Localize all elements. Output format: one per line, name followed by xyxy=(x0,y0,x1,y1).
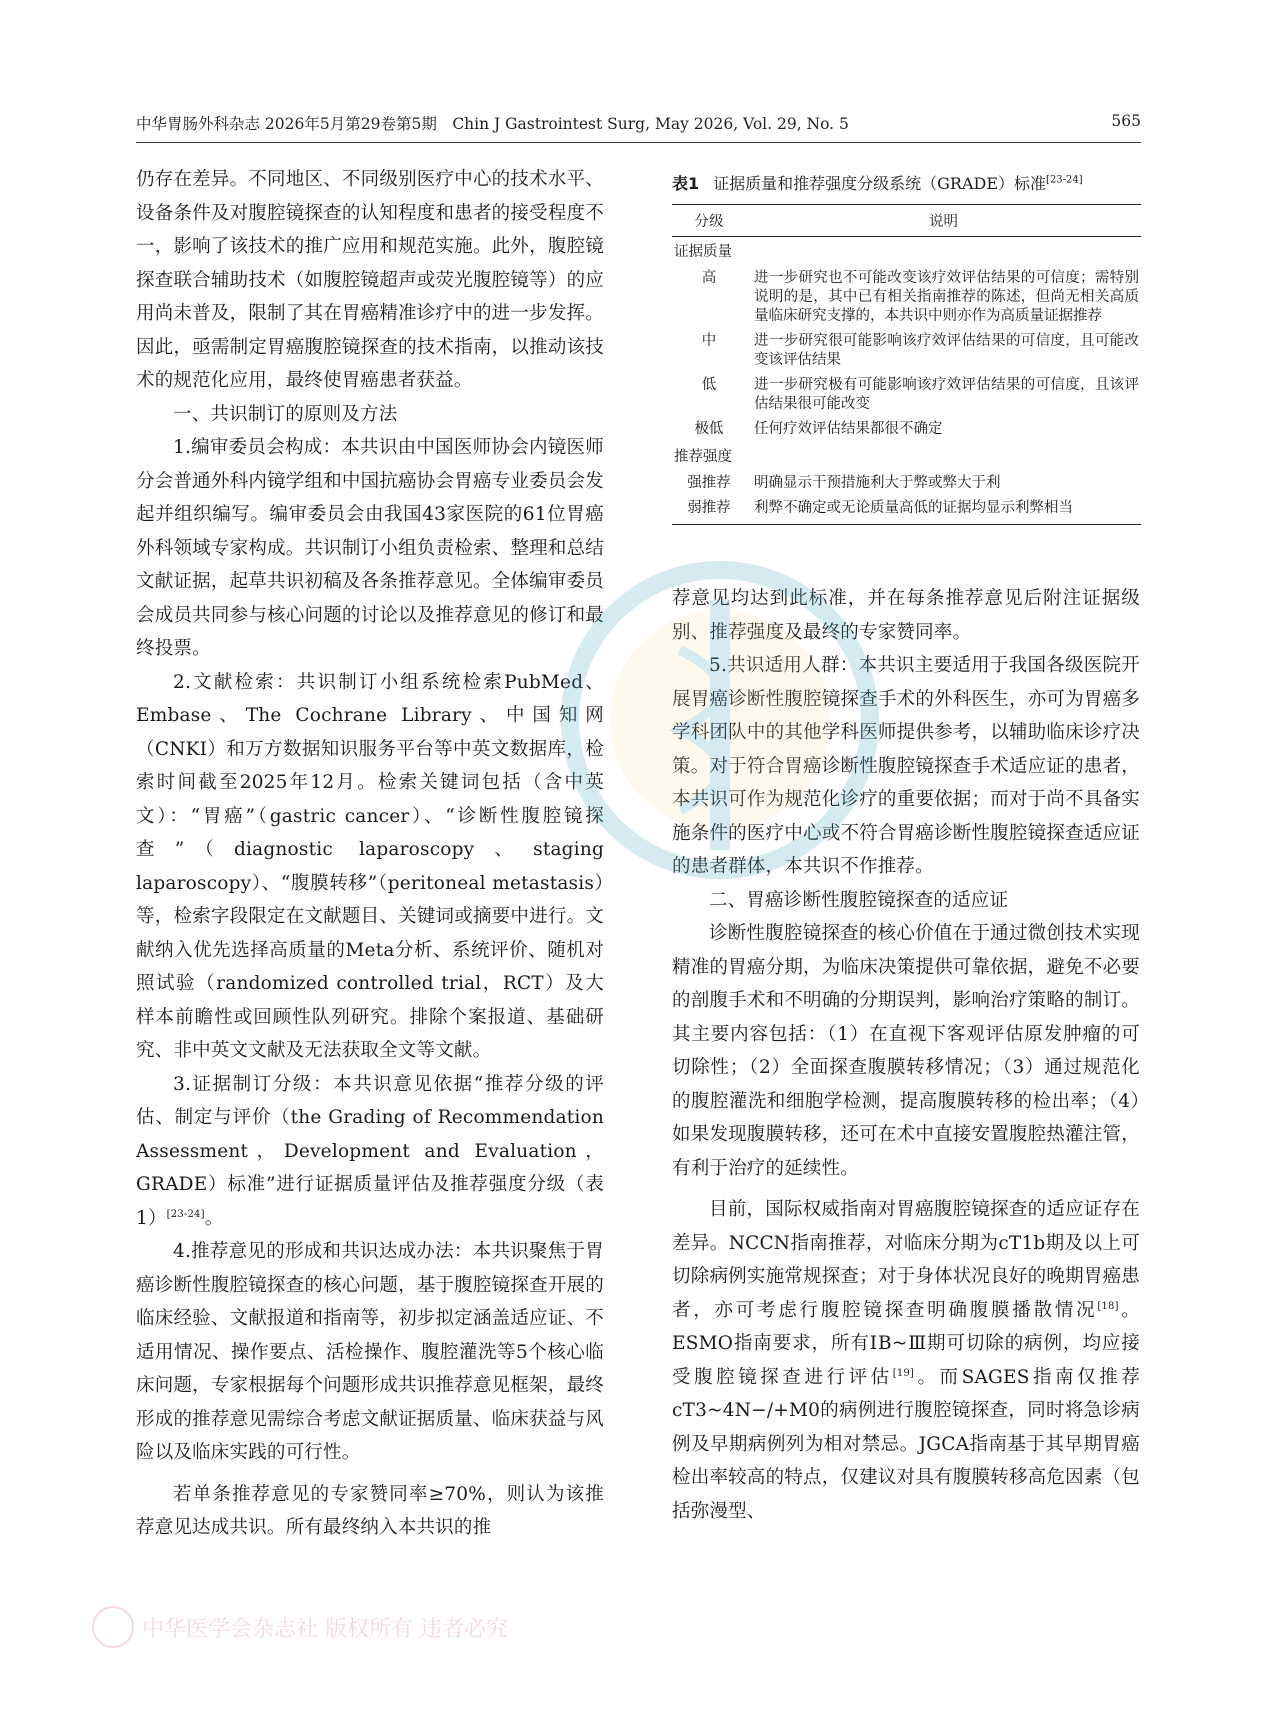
grade-description: 任何疗效评估结果都很不确定 xyxy=(754,421,943,437)
table-header-row xyxy=(672,205,1141,237)
table-caption: 表1 证据质量和推荐强度分级系统（GRADE）标准[23-24] xyxy=(672,174,1083,193)
paragraph: 荐意见均达到此标准，并在每条推荐意见后附注证据级别、推荐强度及最终的专家赞同率。 xyxy=(672,588,1140,643)
paragraph: 1.编审委员会构成：本共识由中国医师协会内镜医师分会普通外科内镜学组和中国抗癌协会胃癌专业委员会发起并组织编写。编审委员会由我国43家医院的61位胃癌外科领域专家构成。共识制订小组负责检索、整理和总结文献证据，起草共识初稿及各条推荐意见。全体编审委员会成员共同参与核心问题的讨论以及推荐意见的修订和最终投票。 xyxy=(136,437,604,659)
publisher-seal-icon xyxy=(92,1606,134,1648)
table-group-row xyxy=(672,442,1141,471)
table-label: 表1 xyxy=(672,174,700,193)
citation: [23-24] xyxy=(1046,174,1083,186)
citation: [19] xyxy=(892,1367,915,1379)
paragraph: 2.文献检索：共识制订小组系统检索PubMed、Embase、The Cochrane Library、中国知网（CNKI）和万方数据知识服务平台等中英文数据库，检索时间截至2025年12月。检索关键词包括（含中英文）：“胃癌”（gastric cancer）、“诊断性腹腔镜探查”（diagnostic laparoscopy、staging laparoscopy）、“腹膜转移”（peritoneal metastasis）等，检索字段限定在文献题目、关键词或摘要中进行。文献纳入优先选择高质量的Meta分析、系统评价、随机对照试验（randomized controlled trial，RCT）及大样本前瞻性或回顾性队列研究。排除个案报道、基础研究、非中英文文献及无法获取全文等文献。 xyxy=(136,671,604,1061)
paragraph: 仍存在差异。不同地区、不同级别医疗中心的技术水平、设备条件及对腹腔镜探查的认知程度和患者的接受程度不一，影响了该技术的推广应用和规范实施。此外，腹腔镜探查联合辅助技术（如腹腔镜超声或荧光腹腔镜等）的应用尚未普及，限制了其在胃癌精准诊疗中的进一步发挥。因此，亟需制定胃癌腹腔镜探查的技术指南，以推动该技术的规范化应用，最终使胃癌患者获益。 xyxy=(136,169,604,391)
table-row xyxy=(672,373,1141,417)
journal-citation: 中华胃肠外科杂志 2026年5月第29卷第5期 Chin J Gastrointest Surg, May 2026, Vol. 29, No. 5 xyxy=(136,115,849,133)
column-header: 分级 xyxy=(672,205,746,237)
page-number: 565 xyxy=(1111,112,1141,130)
grade-level: 弱推荐 xyxy=(672,496,746,525)
header-rule xyxy=(136,142,1141,143)
grade-description: 进一步研究很可能影响该疗效评估结果的可信度，且可能改变该评估结果 xyxy=(754,333,1139,368)
citation: [18] xyxy=(1097,1300,1119,1312)
group-label: 推荐强度 xyxy=(674,449,732,465)
table-row xyxy=(672,329,1141,373)
publisher-footer xyxy=(92,1606,572,1646)
table-row xyxy=(672,496,1141,525)
table-row xyxy=(672,266,1141,329)
grade-description: 进一步研究极有可能影响该疗效评估结果的可信度，且该评估结果很可能改变 xyxy=(754,377,1139,412)
paragraph: 若单条推荐意见的专家赞同率≥70%，则认为该推荐意见达成共识。所有最终纳入本共识的推 xyxy=(136,1483,604,1538)
left-column xyxy=(136,163,604,1545)
column-header: 说明 xyxy=(746,205,1141,237)
grade-description: 进一步研究也不可能改变该疗效评估结果的可信度；需特别说明的是，其中已有相关指南推荐的陈述，但尚无相关高质量临床研究支撑的，本共识中则亦作为高质量证据推荐 xyxy=(754,270,1139,324)
table-row xyxy=(672,417,1141,442)
paragraph: 5.共识适用人群：本共识主要适用于我国各级医院开展胃癌诊断性腹腔镜探查手术的外科医生，亦可为胃癌多学科团队中的其他学科医师提供参考，以辅助临床诊疗决策。对于符合胃癌诊断性腹腔镜探查手术适应证的患者，本共识可作为规范化诊疗的重要依据；而对于尚不具备实施条件的医疗中心或不符合胃癌诊断性腹腔镜探查适应证的患者群体，本共识不作推荐。 xyxy=(672,655,1140,877)
copyright-slogan: 版权所有 违者必究 xyxy=(325,1617,509,1642)
paragraph: 4.推荐意见的形成和共识达成办法：本共识聚焦于胃癌诊断性腹腔镜探查的核心问题，基于腹腔镜探查开展的临床经验、文献报道和指南等，初步拟定涵盖适应证、不适用情况、操作要点、活检操作、腹腔灌洗等5个核心临床问题，专家根据每个问题形成共识推荐意见框架，最终形成的推荐意见需综合考虑文献证据质量、临床获益与风险以及临床实践的可行性。 xyxy=(136,1241,604,1463)
section-heading: 二、胃癌诊断性腹腔镜探查的适应证 xyxy=(709,889,1009,911)
grade-level: 强推荐 xyxy=(687,475,731,491)
grade-level: 极低 xyxy=(694,421,724,437)
grade-description: 明确显示干预措施利大于弊或弊大于利 xyxy=(754,475,1001,491)
grade-level: 中 xyxy=(701,333,717,349)
group-label: 证据质量 xyxy=(674,244,732,260)
running-header xyxy=(136,112,1141,136)
grade-description: 利弊不确定或无论质量高低的证据均显示利弊相当 xyxy=(746,496,1141,525)
grade-level: 低 xyxy=(701,377,717,393)
table-row xyxy=(672,471,1141,496)
table-1 xyxy=(672,171,1141,525)
citation: [23-24] xyxy=(166,1208,205,1220)
table-group-row xyxy=(672,237,1141,267)
paragraph: 目前，国际权威指南对胃癌腹腔镜探查的适应证存在差异。NCCN指南推荐，对临床分期为cT1b期及以上可切除病例实施常规探查；对于身体状况良好的晚期胃癌患者，亦可考虑行腹腔镜探查明确腹膜播散情况[18]。ESMO指南要求，所有ⅠB~Ⅲ期可切除的病例，均应接受腹腔镜探查进行评估[19]。而SAGES指南仅推荐cT3~4N−/+M0的病例进行腹腔镜探查，同时将急诊病例及早期病例列为相对禁忌。JGCA指南基于其早期胃癌检出率较高的特点，仅建议对具有腹膜转移高危因素（包括弥漫型、 xyxy=(672,1199,1140,1522)
paragraph: 诊断性腹腔镜探查的核心价值在于通过微创技术实现精准的胃癌分期，为临床决策提供可靠依据，避免不必要的剖腹手术和不明确的分期误判，影响治疗策略的制订。其主要内容包括：（1）在直视下客观评估原发肿瘤的可切除性；（2）全面探查腹膜转移情况；（3）通过规范化的腹腔灌洗和细胞学检测，提高腹膜转移的检出率；（4）如果发现腹膜转移，还可在术中直接安置腹腔热灌注管，有利于治疗的延续性。 xyxy=(672,923,1140,1179)
grade-table xyxy=(672,204,1141,525)
grade-level: 高 xyxy=(701,270,717,286)
paragraph: 3.证据制订分级：本共识意见依据“推荐分级的评估、制定与评价（the Grading of Recommendation Assessment，Development and Evaluation，GRADE）标准”进行证据质量评估及推荐强度分级（表1）[23-24]。 xyxy=(136,1073,604,1229)
section-heading: 一、共识制订的原则及方法 xyxy=(173,403,398,425)
right-column xyxy=(672,582,1140,1528)
publisher-name: 中华医学会杂志社 xyxy=(142,1617,319,1642)
